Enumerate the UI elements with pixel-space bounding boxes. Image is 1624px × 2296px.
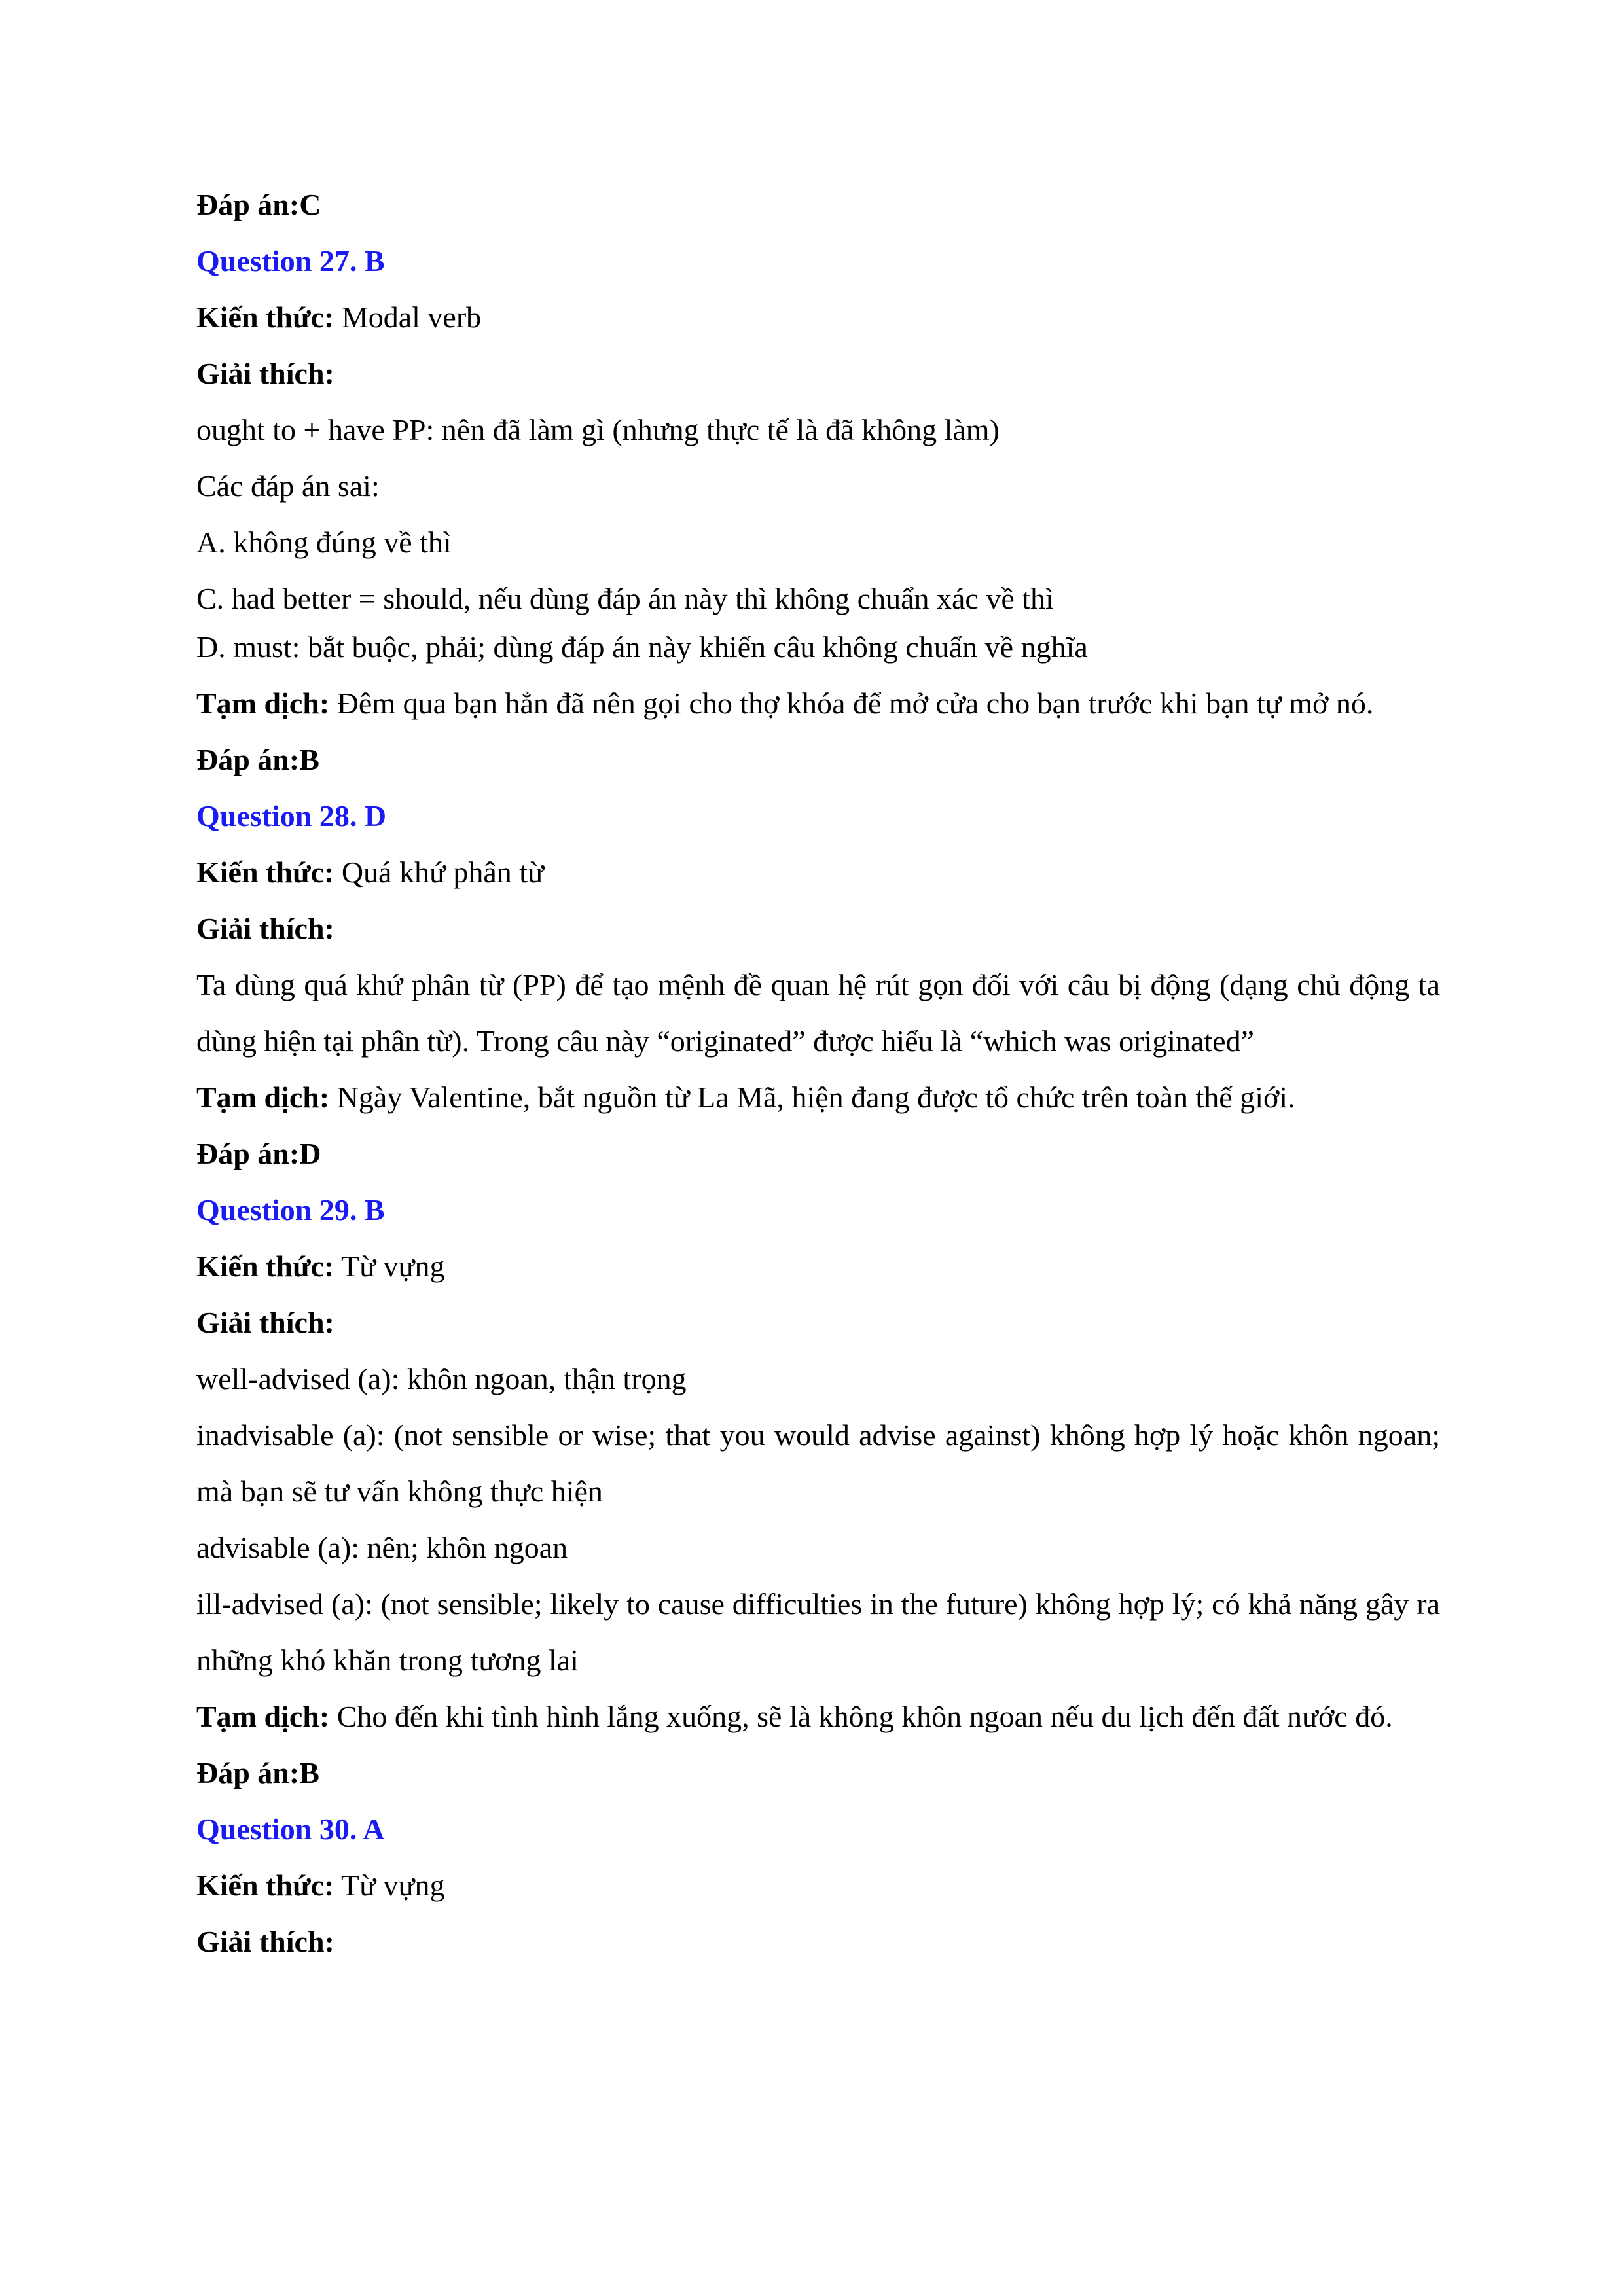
question-27-heading: Question 27. B <box>196 244 385 278</box>
answer-c: Đáp án:C <box>196 188 321 221</box>
q28-translation <box>196 1069 1440 1126</box>
question-30-heading: Question 30. A <box>196 1812 385 1846</box>
q27-line-3: A. không đúng về thì <box>196 526 452 559</box>
q28-explain-label: Giải thích: <box>196 912 334 945</box>
knowledge-label: Kiến thức: <box>196 1869 334 1902</box>
translation-value: Ngày Valentine, bắt nguồn từ La Mã, hiện đang được tổ chức trên toàn thế giới. <box>329 1081 1295 1114</box>
knowledge-value: Modal verb <box>334 300 482 334</box>
q29-line-1: well-advised (a): khôn ngoan, thận trọng <box>196 1362 687 1395</box>
q27-line-4: C. had better = should, nếu dùng đáp án này thì không chuẩn xác về thì <box>196 582 1054 615</box>
knowledge-label: Kiến thức: <box>196 1249 334 1283</box>
q27-line-1: ought to + have PP: nên đã làm gì (nhưng thực tế là đã không làm) <box>196 413 1000 446</box>
knowledge-value: Quá khứ phân từ <box>334 855 545 889</box>
translation-label: Tạm dịch: <box>196 1700 330 1733</box>
q29-explain-label: Giải thích: <box>196 1306 334 1339</box>
question-29-heading: Question 29. B <box>196 1193 385 1227</box>
translation-label: Tạm dịch: <box>196 1081 330 1114</box>
q27-explain-label: Giải thích: <box>196 357 334 390</box>
q29-knowledge <box>196 1238 1440 1295</box>
translation-value: Cho đến khi tình hình lắng xuống, sẽ là không khôn ngoan nếu du lịch đến đất nước đó. <box>329 1700 1393 1733</box>
translation-label: Tạm dịch: <box>196 687 330 720</box>
knowledge-value: Từ vựng <box>334 1869 445 1902</box>
q29-translation <box>196 1689 1440 1745</box>
q27-answer: Đáp án:B <box>196 743 319 776</box>
q29-paragraph-2: ill-advised (a): (not sensible; likely to cause difficulties in the future) không hợp lý; có khả năng gây ra những khó khăn trong tương lai <box>196 1587 1440 1677</box>
knowledge-label: Kiến thức: <box>196 300 334 334</box>
q28-answer: Đáp án:D <box>196 1137 321 1170</box>
knowledge-value: Từ vựng <box>334 1249 445 1283</box>
q29-paragraph-1: inadvisable (a): (not sensible or wise; that you would advise against) không hợp lý hoặc khôn ngoan; mà bạn sẽ tư vấn không thực hiện <box>196 1418 1440 1508</box>
q27-line-2: Các đáp án sai: <box>196 469 380 503</box>
knowledge-label: Kiến thức: <box>196 855 334 889</box>
q29-answer: Đáp án:B <box>196 1756 319 1789</box>
q28-knowledge <box>196 844 1440 901</box>
q27-translation <box>196 675 1440 732</box>
q30-explain-label: Giải thích: <box>196 1925 334 1958</box>
q28-paragraph: Ta dùng quá khứ phân từ (PP) để tạo mệnh đề quan hệ rút gọn đối với câu bị động (dạng chủ động ta dùng hiện tại phân từ). Trong câu này “originated” được hiểu là “which was originated” <box>196 968 1440 1058</box>
document-body <box>196 177 1440 1970</box>
q27-line-5: D. must: bắt buộc, phải; dùng đáp án này khiến câu không chuẩn về nghĩa <box>196 630 1088 664</box>
q27-knowledge <box>196 289 1440 346</box>
q30-knowledge <box>196 1857 1440 1914</box>
q29-line-2: advisable (a): nên; khôn ngoan <box>196 1531 568 1564</box>
question-28-heading: Question 28. D <box>196 799 387 833</box>
translation-value: Đêm qua bạn hẳn đã nên gọi cho thợ khóa để mở cửa cho bạn trước khi bạn tự mở nó. <box>329 687 1374 720</box>
